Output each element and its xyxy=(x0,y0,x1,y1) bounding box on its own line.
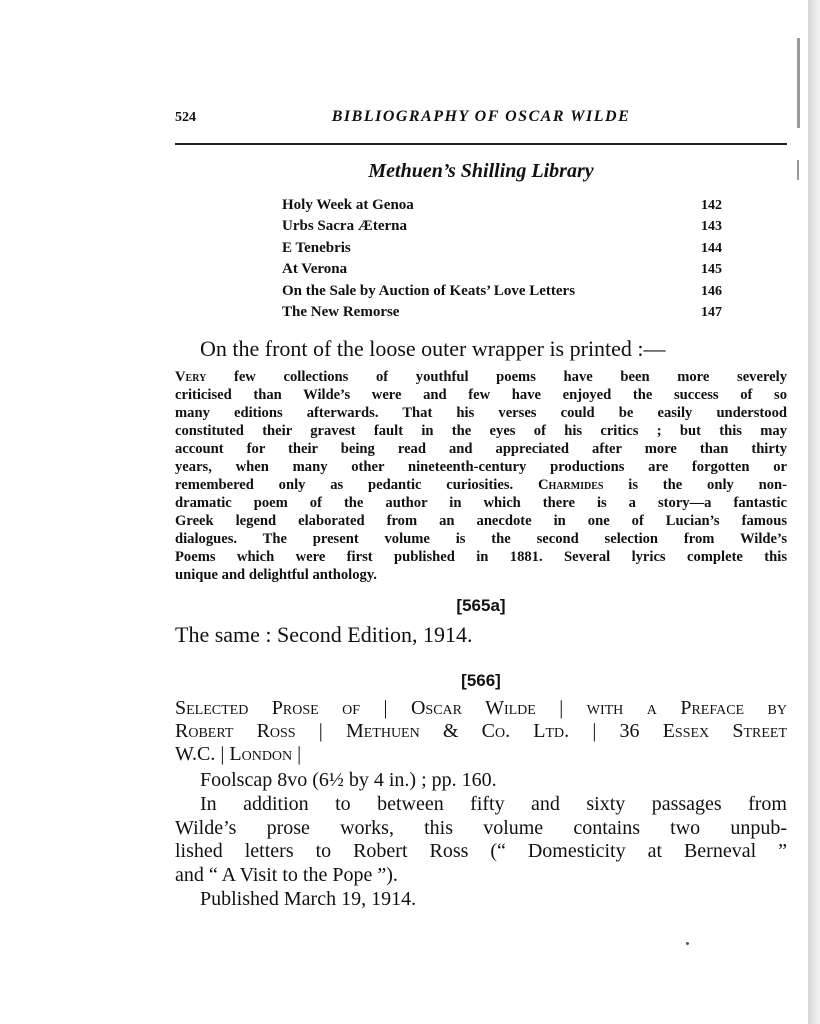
series-title: Methuen’s Shilling Library xyxy=(368,160,594,182)
blurb-line: years, when many other nineteenth-century productions are forgotten or xyxy=(175,459,787,475)
contents-number: 147 xyxy=(701,304,722,320)
entry-565a-text: The same : Second Edition, 1914. xyxy=(175,622,473,647)
contents-row xyxy=(282,218,722,239)
page-edge xyxy=(808,0,820,1024)
blurb-text: is the only non- xyxy=(603,477,787,493)
scrollbar-mark xyxy=(797,160,799,180)
contents-number: 145 xyxy=(701,262,722,278)
series-contents xyxy=(282,197,722,325)
page-number: 524 xyxy=(175,110,196,125)
entry-566-format: Foolscap 8vo (6½ by 4 in.) ; pp. 160. xyxy=(200,769,497,791)
entry-number-565a: [565a] xyxy=(456,596,506,615)
title-line: Selected Prose of | Oscar Wilde | with a Preface by xyxy=(175,697,787,719)
blurb-line xyxy=(175,368,787,386)
entry-566-note xyxy=(175,793,787,887)
contents-number: 144 xyxy=(701,240,722,256)
contents-title: The New Remorse xyxy=(282,303,400,320)
blurb-line: Poems which were first published in 1881. Several lyrics complete this xyxy=(175,549,787,565)
title-line: Robert Ross | Methuen & Co. Ltd. | 36 Essex Street xyxy=(175,720,787,742)
entry-number-566: [566] xyxy=(461,671,501,690)
scrollbar-thumb[interactable] xyxy=(797,38,800,128)
blurb-smallcaps: Charmides xyxy=(537,477,604,493)
note-line: lished letters to Robert Ross (“ Domesticity at Berneval ” xyxy=(175,840,787,862)
blurb-line: account for their being read and appreciated after more than thirty xyxy=(175,441,787,457)
blurb-text: remembered only as pedantic curiosities. xyxy=(175,477,538,493)
blurb-line: dialogues. The present volume is the second selection from Wilde’s xyxy=(175,531,787,547)
blurb-line: dramatic poem of the author in which there is a story—a fantastic xyxy=(175,495,787,511)
note-line: Wilde’s prose works, this volume contains two unpub- xyxy=(175,816,787,839)
blurb-line: many editions afterwards. That his verses could be easily understood xyxy=(175,405,787,421)
page-header xyxy=(175,108,787,134)
blurb-line: unique and delightful anthology. xyxy=(175,567,377,583)
blurb-line: constituted their gravest fault in the eyes of his critics ; but this may xyxy=(175,423,787,439)
contents-number: 143 xyxy=(701,219,722,235)
contents-title: Urbs Sacra Æterna xyxy=(282,218,407,235)
note-line: In addition to between fifty and sixty passages from xyxy=(200,793,787,815)
contents-row xyxy=(282,304,722,325)
blurb-text: few collections of youthful poems have been more severely xyxy=(206,369,787,385)
contents-row xyxy=(282,197,722,218)
wrapper-blurb xyxy=(175,368,787,584)
contents-row xyxy=(282,240,722,261)
contents-title: At Verona xyxy=(282,261,348,278)
contents-title: On the Sale by Auction of Keats’ Love Letters xyxy=(282,282,576,299)
contents-number: 142 xyxy=(701,198,722,213)
contents-title: E Tenebris xyxy=(282,239,351,256)
header-rule xyxy=(175,143,787,145)
contents-row xyxy=(282,283,722,304)
contents-row xyxy=(282,261,722,282)
entry-566-published: Published March 19, 1914. xyxy=(200,888,417,910)
blurb-smallcaps: Very xyxy=(175,369,207,385)
contents-number: 146 xyxy=(701,283,722,299)
note-line: and “ A Visit to the Pope ”). xyxy=(175,863,398,886)
title-line: W.C. | London | xyxy=(175,743,302,765)
blurb-line: Greek legend elaborated from an anecdote in one of Lucian’s famous xyxy=(175,513,787,529)
contents-title: Holy Week at Genoa xyxy=(282,197,414,213)
wrapper-intro: On the front of the loose outer wrapper is printed :— xyxy=(200,336,666,361)
entry-566-title xyxy=(175,697,787,766)
blurb-line: criticised than Wilde’s were and few have enjoyed the success of so xyxy=(175,387,787,403)
print-speck xyxy=(686,942,689,945)
blurb-line xyxy=(175,476,787,494)
running-title: BIBLIOGRAPHY OF OSCAR WILDE xyxy=(331,108,631,125)
